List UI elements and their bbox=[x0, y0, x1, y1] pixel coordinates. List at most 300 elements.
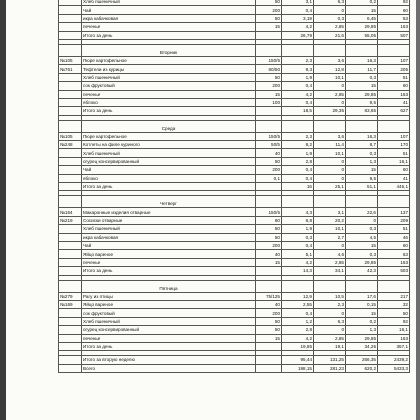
protein-value: 2,3 bbox=[282, 56, 314, 64]
portion-weight bbox=[256, 364, 282, 372]
dish-row bbox=[59, 241, 410, 249]
calorie-value: 5433,3 bbox=[378, 364, 410, 372]
dish-row bbox=[59, 141, 410, 149]
dish-code bbox=[59, 267, 82, 275]
calorie-value: 137 bbox=[378, 208, 410, 216]
day-heading-row bbox=[59, 120, 410, 132]
dish-row bbox=[59, 82, 410, 90]
portion-weight: 150/5 bbox=[256, 208, 282, 216]
dish-name: Всего bbox=[82, 364, 256, 372]
dish-code: №219 bbox=[59, 216, 82, 224]
dish-code bbox=[59, 258, 82, 266]
fat-value: 10,5 bbox=[314, 292, 346, 300]
calorie-value: 163 bbox=[378, 23, 410, 31]
carb-value: 15 bbox=[346, 82, 378, 90]
fat-value: 25,1 bbox=[314, 183, 346, 191]
dish-row bbox=[59, 73, 410, 81]
calorie-value: 507 bbox=[378, 31, 410, 39]
portion-weight bbox=[256, 342, 282, 350]
empty-cell bbox=[256, 280, 282, 292]
carb-value: 29,85 bbox=[346, 258, 378, 266]
fat-value: 0 bbox=[314, 326, 346, 334]
dish-code bbox=[59, 183, 82, 191]
dish-name: Тефтели из курицы bbox=[82, 65, 256, 73]
empty-cell bbox=[256, 120, 282, 132]
portion-weight: 200 bbox=[256, 309, 282, 317]
carb-value: 0 bbox=[346, 216, 378, 224]
dish-code: №761 bbox=[59, 65, 82, 73]
empty-cell bbox=[256, 196, 282, 208]
dish-row bbox=[59, 317, 410, 325]
calorie-value: 107 bbox=[378, 132, 410, 140]
dish-code bbox=[59, 98, 82, 106]
dish-code bbox=[59, 364, 82, 372]
carb-value: 9,5 bbox=[346, 174, 378, 182]
protein-value: 3,1 bbox=[282, 0, 314, 6]
calorie-value: 41 bbox=[378, 98, 410, 106]
carb-value: 83,65 bbox=[346, 107, 378, 115]
dish-name: Итого за день bbox=[82, 107, 256, 115]
portion-weight: 50 bbox=[256, 326, 282, 334]
protein-value: 2,3 bbox=[282, 132, 314, 140]
dish-row bbox=[59, 56, 410, 64]
dish-name: Итого за день bbox=[82, 342, 256, 350]
empty-cell bbox=[256, 44, 282, 56]
dish-name: Хлеб пшеничный bbox=[82, 317, 256, 325]
portion-weight bbox=[256, 31, 282, 39]
calorie-value: 2439,2 bbox=[378, 356, 410, 364]
dish-name: огурец консервированный bbox=[82, 326, 256, 334]
protein-value: 14,3 bbox=[282, 267, 314, 275]
protein-value: 19,85 bbox=[282, 342, 314, 350]
protein-value: 95,44 bbox=[282, 356, 314, 364]
empty-cell bbox=[346, 120, 378, 132]
calorie-value: 503 bbox=[378, 267, 410, 275]
dish-row bbox=[59, 233, 410, 241]
fat-value: 34,1 bbox=[314, 267, 346, 275]
dish-name: Рагу из птицы bbox=[82, 292, 256, 300]
dish-name: Макаронные изделия отварные bbox=[82, 208, 256, 216]
fat-value: 6,3 bbox=[314, 317, 346, 325]
protein-value: 9,3 bbox=[282, 65, 314, 73]
dish-row bbox=[59, 90, 410, 98]
fat-value: 281,23 bbox=[314, 364, 346, 372]
fat-value: 3,1 bbox=[314, 208, 346, 216]
empty-cell bbox=[282, 44, 314, 56]
carb-value: 34,25 bbox=[346, 342, 378, 350]
calorie-value: 163 bbox=[378, 90, 410, 98]
empty-cell bbox=[346, 196, 378, 208]
protein-value: 0,4 bbox=[282, 98, 314, 106]
empty-cell bbox=[314, 280, 346, 292]
calorie-value: 357,1 bbox=[378, 342, 410, 350]
calorie-value: 163 bbox=[378, 334, 410, 342]
document-page bbox=[6, 0, 416, 420]
protein-value: 1,2 bbox=[282, 317, 314, 325]
fat-value: 2,85 bbox=[314, 23, 346, 31]
dish-code bbox=[59, 6, 82, 14]
dish-name: икра кабачковая bbox=[82, 233, 256, 241]
dish-row bbox=[59, 98, 410, 106]
calorie-value: 107 bbox=[378, 56, 410, 64]
fat-value: 10,1 bbox=[314, 149, 346, 157]
carb-value: 266,35 bbox=[346, 356, 378, 364]
day-title: Вторник bbox=[82, 44, 256, 56]
portion-weight bbox=[256, 356, 282, 364]
dish-code: №105 bbox=[59, 132, 82, 140]
fat-value: 2,85 bbox=[314, 258, 346, 266]
dish-name: печенье bbox=[82, 334, 256, 342]
dish-name: яблоко bbox=[82, 174, 256, 182]
dish-name: Яйцо вареное bbox=[82, 300, 256, 308]
protein-value: 8,2 bbox=[282, 141, 314, 149]
protein-value: 0,4 bbox=[282, 241, 314, 249]
dish-code: №164 bbox=[59, 208, 82, 216]
protein-value: 4,2 bbox=[282, 90, 314, 98]
protein-value: 2,8 bbox=[282, 157, 314, 165]
fat-value: 0 bbox=[314, 174, 346, 182]
portion-weight: 200 bbox=[256, 6, 282, 14]
dish-row bbox=[59, 166, 410, 174]
dish-name: Итого за день bbox=[82, 183, 256, 191]
calorie-value: 217 bbox=[378, 292, 410, 300]
portion-weight bbox=[256, 107, 282, 115]
dish-code bbox=[59, 157, 82, 165]
dish-name: Чай bbox=[82, 241, 256, 249]
protein-value: 0,4 bbox=[282, 309, 314, 317]
fat-value: 10,1 bbox=[314, 225, 346, 233]
carb-value: 42,3 bbox=[346, 267, 378, 275]
dish-row bbox=[59, 300, 410, 308]
fat-value: 0 bbox=[314, 309, 346, 317]
carb-value: 15 bbox=[346, 309, 378, 317]
calorie-value: 60 bbox=[378, 166, 410, 174]
protein-value: 18,5 bbox=[282, 107, 314, 115]
dish-name: Хлеб пшеничный bbox=[82, 73, 256, 81]
total-row bbox=[59, 31, 410, 39]
portion-weight: 15 bbox=[256, 334, 282, 342]
empty-cell bbox=[378, 196, 410, 208]
protein-value: 1,9 bbox=[282, 73, 314, 81]
fat-value: 0 bbox=[314, 241, 346, 249]
dish-code bbox=[59, 31, 82, 39]
calorie-value: 51 bbox=[378, 225, 410, 233]
protein-value: 2,8 bbox=[282, 326, 314, 334]
empty-cell bbox=[346, 44, 378, 56]
total-row bbox=[59, 183, 410, 191]
carb-value: 6,45 bbox=[346, 14, 378, 22]
fat-value: 19,1 bbox=[314, 342, 346, 350]
dish-name: печенье bbox=[82, 90, 256, 98]
portion-weight: 50 bbox=[256, 233, 282, 241]
total-row bbox=[59, 342, 410, 350]
portion-weight: 15 bbox=[256, 23, 282, 31]
dish-name: Итого за день bbox=[82, 267, 256, 275]
dish-row bbox=[59, 334, 410, 342]
protein-value: 4,2 bbox=[282, 258, 314, 266]
dish-code bbox=[59, 326, 82, 334]
calorie-value: 51 bbox=[378, 73, 410, 81]
fat-value: 12,8 bbox=[314, 65, 346, 73]
calorie-value: 170 bbox=[378, 141, 410, 149]
portion-weight: 40 bbox=[256, 250, 282, 258]
calorie-value: 50 bbox=[378, 309, 410, 317]
dish-row bbox=[59, 250, 410, 258]
carb-value: 15 bbox=[346, 166, 378, 174]
empty-cell bbox=[378, 280, 410, 292]
empty-cell bbox=[346, 280, 378, 292]
dish-code bbox=[59, 250, 82, 258]
dish-code: №105 bbox=[59, 56, 82, 64]
calorie-value: 51 bbox=[378, 149, 410, 157]
carb-value: 0,3 bbox=[346, 250, 378, 258]
fat-value: 2,3 bbox=[314, 300, 346, 308]
carb-value: 29,85 bbox=[346, 90, 378, 98]
dish-name: Хлеб пшеничный bbox=[82, 0, 256, 6]
dish-name: Пюре картофельное bbox=[82, 56, 256, 64]
protein-value: 0,4 bbox=[282, 166, 314, 174]
calorie-value: 627 bbox=[378, 107, 410, 115]
calorie-value: 205 bbox=[378, 65, 410, 73]
dish-code bbox=[59, 241, 82, 249]
dish-name: сок фруктовый bbox=[82, 82, 256, 90]
portion-weight: 50 bbox=[256, 317, 282, 325]
portion-weight bbox=[256, 183, 282, 191]
portion-weight bbox=[256, 267, 282, 275]
day-title: Пятница bbox=[82, 280, 256, 292]
carb-value: 16,3 bbox=[346, 56, 378, 64]
protein-value: 2,55 bbox=[282, 300, 314, 308]
dish-code bbox=[59, 356, 82, 364]
protein-value: 3,19 bbox=[282, 14, 314, 22]
dish-code: №248 bbox=[59, 141, 82, 149]
dish-code bbox=[59, 73, 82, 81]
empty-cell bbox=[59, 280, 82, 292]
dish-name: Хлеб пшеничный bbox=[82, 225, 256, 233]
dish-row bbox=[59, 132, 410, 140]
dish-row bbox=[59, 149, 410, 157]
dish-row bbox=[59, 6, 410, 14]
protein-value: 5,1 bbox=[282, 250, 314, 258]
dish-row bbox=[59, 225, 410, 233]
protein-value: 16 bbox=[282, 183, 314, 191]
total-row bbox=[59, 267, 410, 275]
dish-name: сок фруктовый bbox=[82, 309, 256, 317]
empty-cell bbox=[314, 196, 346, 208]
dish-code bbox=[59, 225, 82, 233]
dish-code bbox=[59, 82, 82, 90]
calorie-value: 41 bbox=[378, 174, 410, 182]
dish-code bbox=[59, 174, 82, 182]
calorie-value: 209 bbox=[378, 216, 410, 224]
dish-name: Котлеты на филе куриного bbox=[82, 141, 256, 149]
portion-weight: 50 bbox=[256, 157, 282, 165]
calorie-value: 92 bbox=[378, 317, 410, 325]
dish-name: Пюре картофельное bbox=[82, 132, 256, 140]
dish-name: Яйцо вареное bbox=[82, 250, 256, 258]
carb-value: 0,3 bbox=[346, 225, 378, 233]
dish-name: Хлеб пшеничный bbox=[82, 149, 256, 157]
protein-value: 1,9 bbox=[282, 225, 314, 233]
portion-weight: 50 bbox=[256, 225, 282, 233]
calorie-value: 60 bbox=[378, 82, 410, 90]
protein-value: 0,4 bbox=[282, 174, 314, 182]
dish-code bbox=[59, 23, 82, 31]
dish-name: Итого за день bbox=[82, 31, 256, 39]
portion-weight: 200 bbox=[256, 82, 282, 90]
dish-code bbox=[59, 107, 82, 115]
protein-value: 4,2 bbox=[282, 23, 314, 31]
dish-code bbox=[59, 149, 82, 157]
fat-value: 3,6 bbox=[314, 56, 346, 64]
carb-value: 0,3 bbox=[346, 73, 378, 81]
protein-value: 4,2 bbox=[282, 334, 314, 342]
total-row bbox=[59, 356, 410, 364]
carb-value: 55,05 bbox=[346, 31, 378, 39]
dish-code bbox=[59, 90, 82, 98]
portion-weight: 200 bbox=[256, 241, 282, 249]
carb-value: 15 bbox=[346, 6, 378, 14]
fat-value: 0 bbox=[314, 82, 346, 90]
fat-value: 29,35 bbox=[314, 107, 346, 115]
fat-value: 2,7 bbox=[314, 233, 346, 241]
calorie-value: 60 bbox=[378, 241, 410, 249]
empty-cell bbox=[282, 120, 314, 132]
dish-row bbox=[59, 23, 410, 31]
carb-value: 9,5 bbox=[346, 98, 378, 106]
day-heading-row bbox=[59, 280, 410, 292]
portion-weight: 50 bbox=[256, 14, 282, 22]
carb-value: 0,2 bbox=[346, 0, 378, 6]
carb-value: 4,5 bbox=[346, 233, 378, 241]
empty-cell bbox=[378, 44, 410, 56]
protein-value: 0,4 bbox=[282, 82, 314, 90]
fat-value: 131,25 bbox=[314, 356, 346, 364]
fat-value: 3,6 bbox=[314, 132, 346, 140]
fat-value: 11,4 bbox=[314, 141, 346, 149]
dish-row bbox=[59, 157, 410, 165]
empty-cell bbox=[59, 196, 82, 208]
day-heading-row bbox=[59, 196, 410, 208]
portion-weight: 50 bbox=[256, 73, 282, 81]
dish-name: Чай bbox=[82, 166, 256, 174]
dish-name: икра кабачковая bbox=[82, 14, 256, 22]
empty-cell bbox=[59, 120, 82, 132]
dish-row bbox=[59, 258, 410, 266]
day-title: Среда bbox=[82, 120, 256, 132]
carb-value: 29,85 bbox=[346, 334, 378, 342]
carb-value: 29,85 bbox=[346, 23, 378, 31]
portion-weight: 50/5 bbox=[256, 141, 282, 149]
dish-code bbox=[59, 317, 82, 325]
carb-value: 0,2 bbox=[346, 317, 378, 325]
day-heading-row bbox=[59, 44, 410, 56]
dish-name: Чай bbox=[82, 6, 256, 14]
fat-value: 0 bbox=[314, 166, 346, 174]
dish-name: Сосиски отварные bbox=[82, 216, 256, 224]
protein-value: 6,8 bbox=[282, 216, 314, 224]
carb-value: 22,6 bbox=[346, 208, 378, 216]
protein-value: 1,9 bbox=[282, 149, 314, 157]
fat-value: 0 bbox=[314, 6, 346, 14]
portion-weight: 60 bbox=[256, 216, 282, 224]
menu-table bbox=[58, 0, 410, 373]
dish-row bbox=[59, 208, 410, 216]
portion-weight: 75/125 bbox=[256, 292, 282, 300]
empty-cell bbox=[314, 120, 346, 132]
portion-weight: 50 bbox=[256, 0, 282, 6]
dish-row bbox=[59, 309, 410, 317]
calorie-value: 163 bbox=[378, 258, 410, 266]
fat-value: 21,6 bbox=[314, 31, 346, 39]
fat-value: 0 bbox=[314, 98, 346, 106]
calorie-value: 53 bbox=[378, 14, 410, 22]
fat-value: 20,2 bbox=[314, 216, 346, 224]
dish-name: печенье bbox=[82, 23, 256, 31]
portion-weight: 150/5 bbox=[256, 132, 282, 140]
protein-value: 12,9 bbox=[282, 292, 314, 300]
dish-code bbox=[59, 342, 82, 350]
empty-cell bbox=[59, 44, 82, 56]
dish-name: печенье bbox=[82, 258, 256, 266]
carb-value: 0,15 bbox=[346, 300, 378, 308]
dish-code: №279 bbox=[59, 292, 82, 300]
empty-cell bbox=[378, 120, 410, 132]
dish-row bbox=[59, 292, 410, 300]
portion-weight: 200 bbox=[256, 166, 282, 174]
fat-value: 0 bbox=[314, 157, 346, 165]
portion-weight: 60/50 bbox=[256, 65, 282, 73]
carb-value: 15 bbox=[346, 241, 378, 249]
protein-value: 0,4 bbox=[282, 6, 314, 14]
dish-code bbox=[59, 166, 82, 174]
protein-value: 0,3 bbox=[282, 233, 314, 241]
dish-code bbox=[59, 14, 82, 22]
carb-value: 17,6 bbox=[346, 292, 378, 300]
empty-cell bbox=[282, 196, 314, 208]
portion-weight: 40 bbox=[256, 300, 282, 308]
dish-code bbox=[59, 334, 82, 342]
carb-value: 0,3 bbox=[346, 149, 378, 157]
carb-value: 8,7 bbox=[346, 141, 378, 149]
carb-value: 620,2 bbox=[346, 364, 378, 372]
fat-value: 0,3 bbox=[314, 14, 346, 22]
portion-weight: 100 bbox=[256, 98, 282, 106]
fat-value: 2,85 bbox=[314, 334, 346, 342]
carb-value: 16,3 bbox=[346, 132, 378, 140]
dish-name: яблоко bbox=[82, 98, 256, 106]
carb-value: 51,1 bbox=[346, 183, 378, 191]
carb-value: 11,7 bbox=[346, 65, 378, 73]
fat-value: 6,3 bbox=[314, 0, 346, 6]
carb-value: 1,3 bbox=[346, 326, 378, 334]
calorie-value: 16,1 bbox=[378, 326, 410, 334]
calorie-value: 63 bbox=[378, 250, 410, 258]
fat-value: 10,1 bbox=[314, 73, 346, 81]
protein-value: 4,3 bbox=[282, 208, 314, 216]
total-row bbox=[59, 364, 410, 372]
portion-weight: 40 bbox=[256, 149, 282, 157]
calorie-value: 445,1 bbox=[378, 183, 410, 191]
dish-row bbox=[59, 14, 410, 22]
calorie-value: 92 bbox=[378, 0, 410, 6]
empty-cell bbox=[282, 280, 314, 292]
dish-code: №169 bbox=[59, 300, 82, 308]
dish-row bbox=[59, 174, 410, 182]
dish-name: Итого за вторую неделю bbox=[82, 356, 256, 364]
portion-weight: 0,1 bbox=[256, 174, 282, 182]
protein-value: 26,79 bbox=[282, 31, 314, 39]
